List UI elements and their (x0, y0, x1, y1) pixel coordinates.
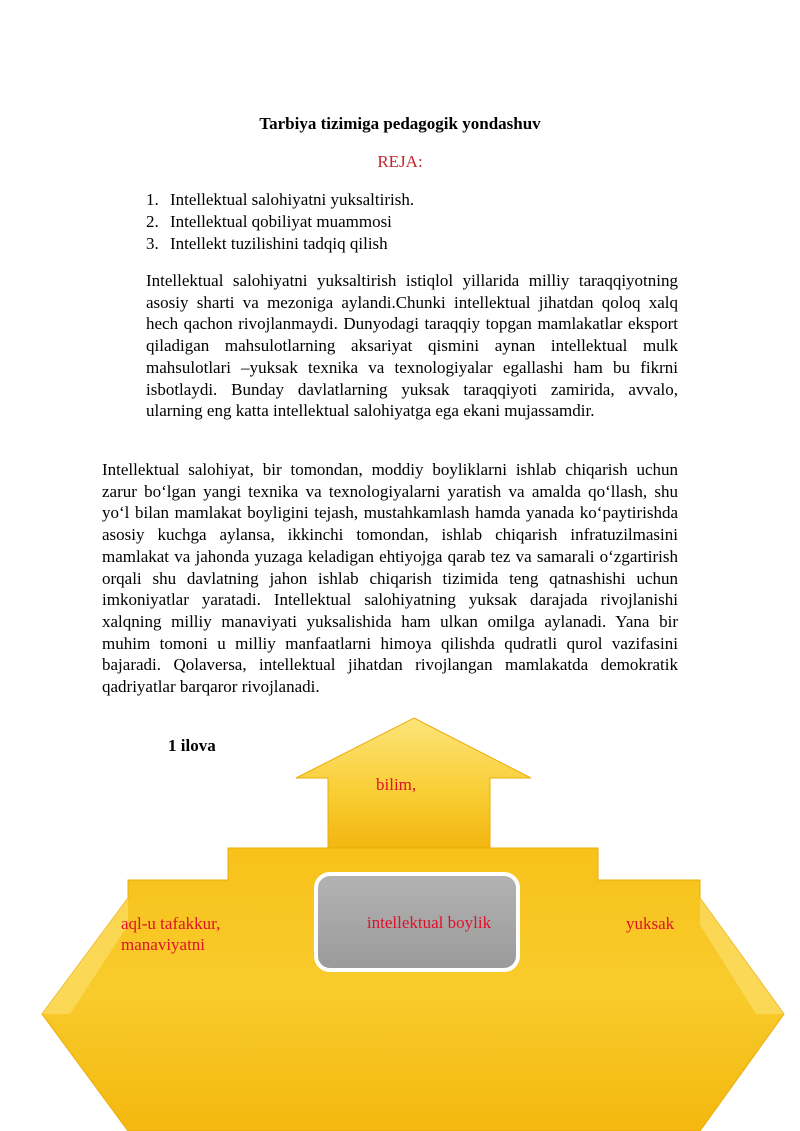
left-arrow-label-line1: aql-u tafakkur, (121, 914, 221, 933)
left-arrow-label-line2: manaviyatni (121, 935, 206, 954)
center-box-label: intellektual boylik (366, 913, 492, 932)
paragraph-intro: Intellektual salohiyatni yuksaltirish istiqlol yillarida milliy taraqqiyotning asosiy sharti va mezoniga aylandi.Chunki intellektual jihatdan qoloq xalq hech qachon rivojlanmaydi. Dunyodagi taraqqiy topgan mamlakatlar eksport qiladigan mahsulotlarning aksariyat qismini aynan intellektual mulk mahsulotlari –yuksak texnika va texnologiyalar egallashi ham bu fikrni isbotlaydi. Bunday davlatlarning yuksak taraqqiyoti zamirida, avvalo, ularning eng katta intellektual salohiyatga ega ekani mujassamdir. (146, 271, 678, 421)
right-arrow-label: yuksak (626, 914, 675, 933)
plan-item: 2. Intellektual qobiliyat muammosi (146, 212, 392, 231)
plan-item: 3. Intellekt tuzilishini tadqiq qilish (146, 234, 388, 253)
plan-item: 1. Intellektual salohiyatni yuksaltirish. (146, 190, 415, 209)
top-arrow-label: bilim, (376, 775, 417, 794)
paragraph-main: Intellektual salohiyat, bir tomondan, moddiy boyliklarni ishlab chiqarish uchun zarur bo‘lgan yangi texnika va texnologiyalarni yaratish va amalda qo‘llash, shu yo‘l bilan mamlakat boyligini tejash, mustahkamlash hamda yanada ko‘paytirishda asosiy kuchga aylansa, ikkinchi tomondan, ishlab chiqarish infratuzilmasini mamlakat va jahonda yuzaga keladigan ehtiyojga qarab tez va samarali o‘zgartirish orqali shu davlatning jahon ishlab chiqarish tizimida teng qatnashishi uchun imkoniyatlar yaratadi. Intellektual salohiyatning yuksak darajada rivojlanishi xalqning milliy manaviyati yuksalishida ham ulkan omilga aylanadi. Yana bir muhim tomoni u milliy manfaatlarni himoya qilishda qudratli qurol vazifasini bajaradi. Qolaversa, intellektual jihatdan rivojlangan mamlakatda demokratik qadriyatlar barqaror rivojlanadi. (102, 460, 678, 697)
plan-heading: REJA: (377, 152, 423, 171)
appendix-label: 1 ilova (168, 736, 216, 755)
page-title: Tarbiya tizimiga pedagogik yondashuv (259, 114, 541, 133)
